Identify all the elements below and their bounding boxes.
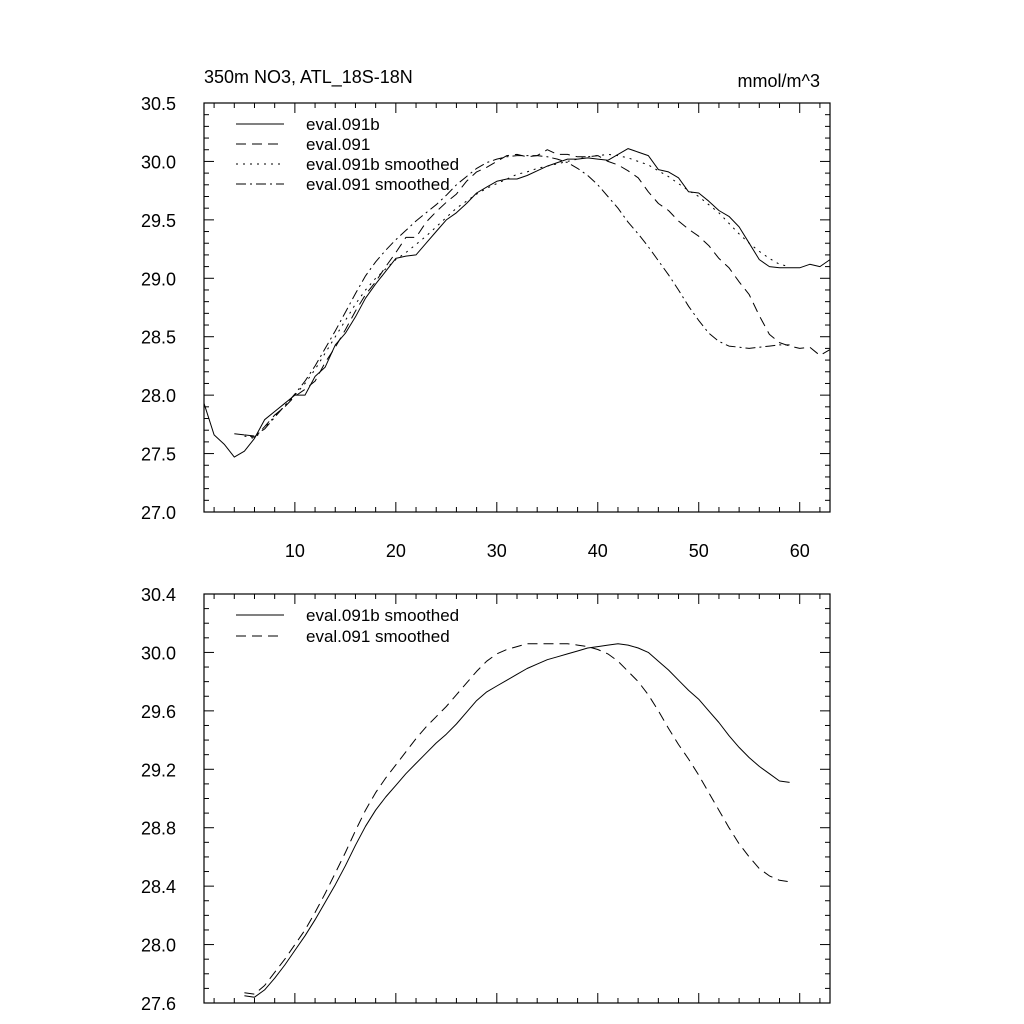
- series-line-1: [244, 644, 789, 998]
- y-tick-label: 27.6: [140, 994, 176, 1014]
- legend-label: eval.091: [306, 135, 371, 154]
- x-tick-label: 30: [486, 541, 507, 561]
- legend: [236, 115, 459, 194]
- series-line-2: [244, 644, 789, 995]
- y-tick-label: 29.5: [140, 210, 176, 231]
- legend: [236, 606, 459, 646]
- x-tick-label: 20: [385, 541, 406, 561]
- x-tick-label: 10: [284, 541, 305, 561]
- y-tick-label: 28.4: [140, 877, 176, 898]
- y-tick-label: 27.0: [140, 503, 176, 523]
- y-tick-label: 27.5: [140, 444, 176, 465]
- y-tick-label: 30.0: [140, 643, 176, 664]
- y-tick-label: 28.0: [140, 386, 176, 407]
- series-line-4: [244, 156, 789, 436]
- y-tick-label: 29.6: [140, 701, 176, 722]
- y-tick-label: 30.4: [140, 585, 176, 605]
- chart-panel-1: [141, 67, 830, 561]
- x-tick-label: 50: [688, 541, 709, 561]
- legend-label: eval.091b: [306, 115, 380, 134]
- legend-label: eval.091b smoothed: [306, 606, 460, 625]
- legend-label: eval.091 smoothed: [306, 627, 450, 646]
- x-tick-label: 60: [789, 541, 810, 561]
- y-tick-label: 29.0: [140, 269, 176, 290]
- y-tick-label: 28.8: [140, 818, 176, 839]
- plot-frame: [204, 594, 830, 1003]
- y-tick-label: 29.2: [140, 760, 176, 781]
- y-tick-label: 30.5: [140, 94, 176, 114]
- y-tick-label: 30.0: [140, 152, 176, 173]
- units-label: mmol/m^3: [737, 71, 820, 91]
- y-tick-label: 28.0: [140, 935, 176, 956]
- chart-title: 350m NO3, ATL_18S-18N: [204, 67, 413, 87]
- x-tick-label: 40: [587, 541, 608, 561]
- chart-panel-2: [141, 585, 830, 1014]
- legend-label: eval.091 smoothed: [306, 175, 450, 194]
- plot-frame: [204, 103, 830, 512]
- y-tick-label: 28.5: [140, 327, 176, 348]
- series-line-3: [244, 154, 789, 438]
- series-line-1: [204, 149, 830, 458]
- legend-label: eval.091b smoothed: [306, 155, 460, 174]
